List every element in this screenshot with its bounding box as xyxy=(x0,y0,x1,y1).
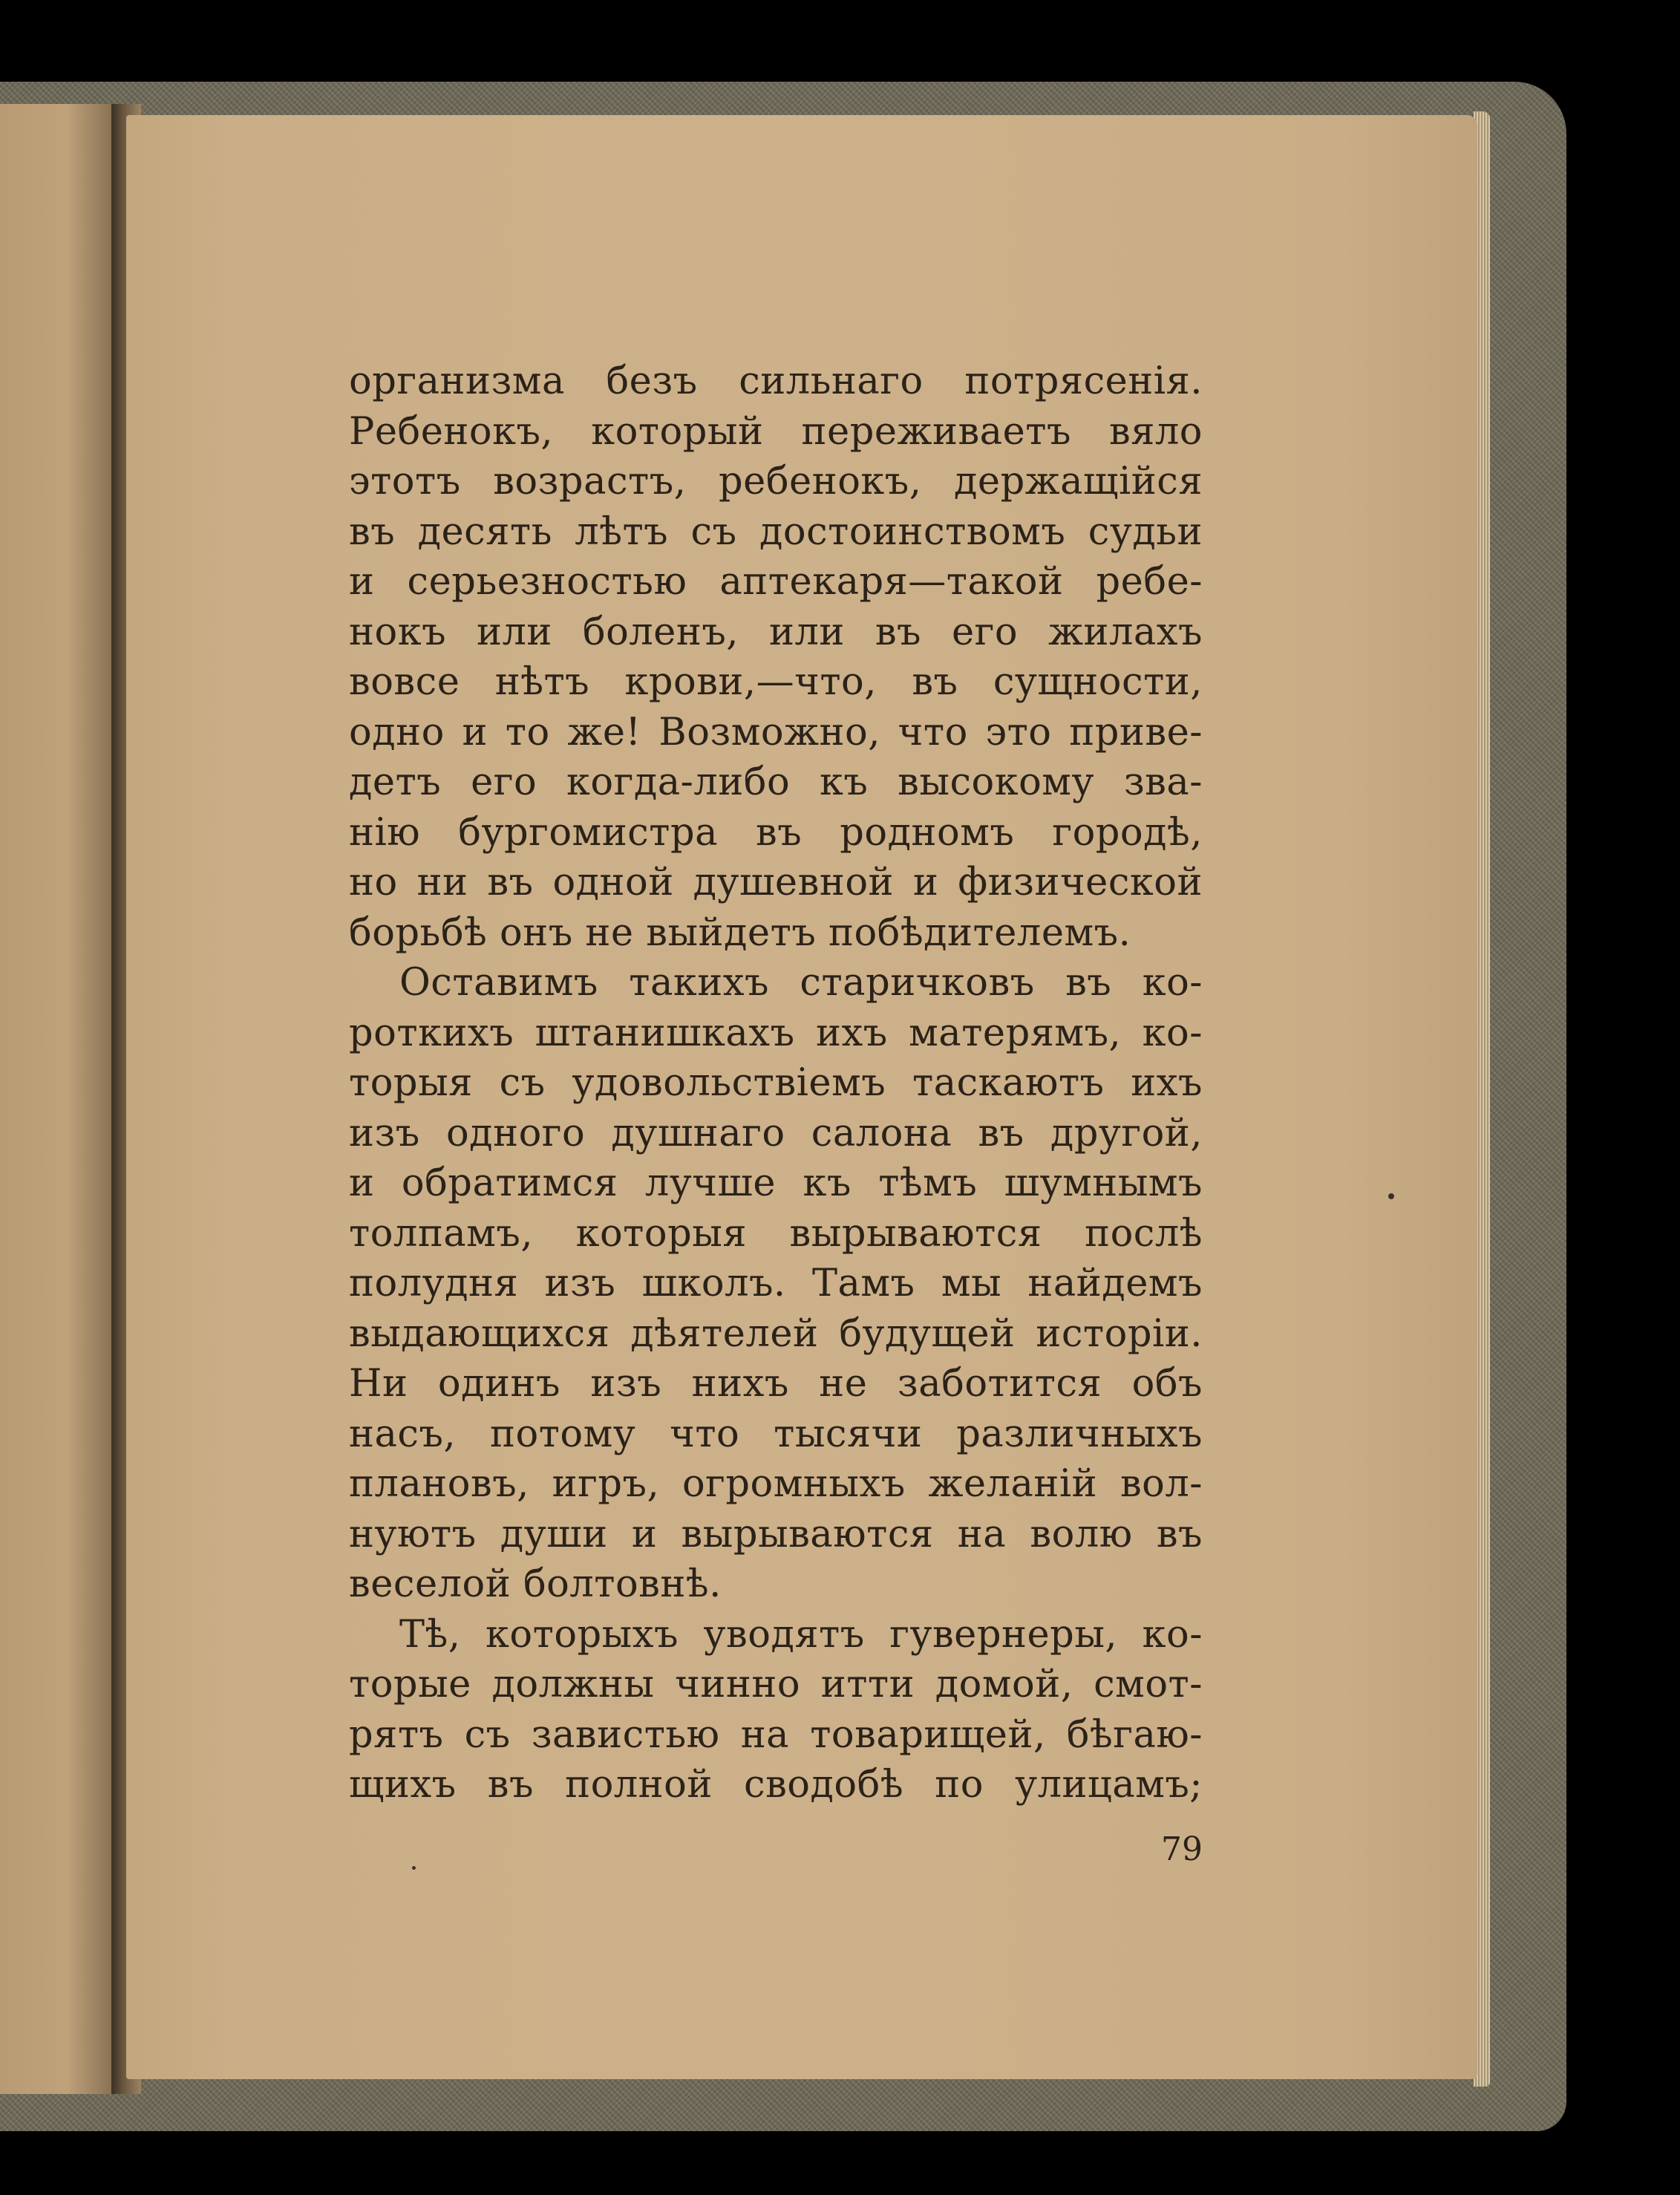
text-line: въ десять лѣтъ съ достоинствомъ судьи xyxy=(349,509,1203,554)
text-line: полудня изъ школъ. Тамъ мы найдемъ xyxy=(349,1262,1203,1305)
text-line: нокъ или боленъ, или въ его жилахъ xyxy=(349,610,1203,654)
text-line: толпамъ, которыя вырываются послѣ xyxy=(349,1211,1203,1256)
text-line: но ни въ одной душевной и физической xyxy=(349,861,1203,904)
page-speck xyxy=(412,1866,416,1870)
text-line: и обратимся лучше къ тѣмъ шумнымъ xyxy=(349,1161,1203,1205)
page-number: 79 xyxy=(1161,1830,1203,1868)
text-line: организма безъ сильнаго потрясенія. xyxy=(349,359,1203,403)
text-line: плановъ, игръ, огромныхъ желаній вол- xyxy=(349,1462,1203,1506)
text-line: Ни одинъ изъ нихъ не заботится объ xyxy=(349,1362,1203,1406)
left-page-edge xyxy=(0,104,111,2094)
text-line: торые должны чинно итти домой, смот- xyxy=(349,1663,1203,1706)
text-line: нуютъ души и вырываются на волю въ xyxy=(349,1512,1203,1556)
text-line: торыя съ удовольствіемъ таскаютъ ихъ xyxy=(349,1061,1203,1105)
text-line: и серьезностью аптекаря—такой ребе- xyxy=(349,560,1203,604)
text-line: рятъ съ завистью на товарищей, бѣгаю- xyxy=(349,1712,1203,1757)
text-line: Ребенокъ, который переживаетъ вяло xyxy=(349,409,1203,454)
text-line: роткихъ штанишкахъ ихъ матерямъ, ко- xyxy=(349,1011,1203,1055)
text-line: выдающихся дѣятелей будущей исторіи. xyxy=(349,1311,1203,1356)
text-line: Тѣ, которыхъ уводятъ гувернеры, ко- xyxy=(399,1612,1203,1657)
text-line: вовсе нѣтъ крови,—что, въ сущности, xyxy=(349,660,1203,704)
page-speck xyxy=(1388,1193,1394,1199)
text-line: изъ одного душнаго салона въ другой, xyxy=(349,1111,1203,1155)
text-line: нію бургомистра въ родномъ городѣ, xyxy=(349,810,1203,855)
text-line: насъ, потому что тысячи различныхъ xyxy=(349,1412,1203,1456)
text-line: щихъ въ полной сводобѣ по улицамъ; xyxy=(349,1763,1203,1807)
text-line: Оставимъ такихъ старичковъ въ ко- xyxy=(399,961,1203,1005)
text-line: детъ его когда-либо къ высокому зва- xyxy=(349,760,1203,804)
text-line: одно и то же! Возможно, что это приве- xyxy=(349,710,1203,754)
page-text xyxy=(349,356,1203,1810)
text-line: веселой болтовнѣ. xyxy=(349,1562,722,1606)
text-line: борьбѣ онъ не выйдетъ побѣдителемъ. xyxy=(349,910,1131,955)
text-line: этотъ возрастъ, ребенокъ, держащійся xyxy=(349,460,1203,503)
